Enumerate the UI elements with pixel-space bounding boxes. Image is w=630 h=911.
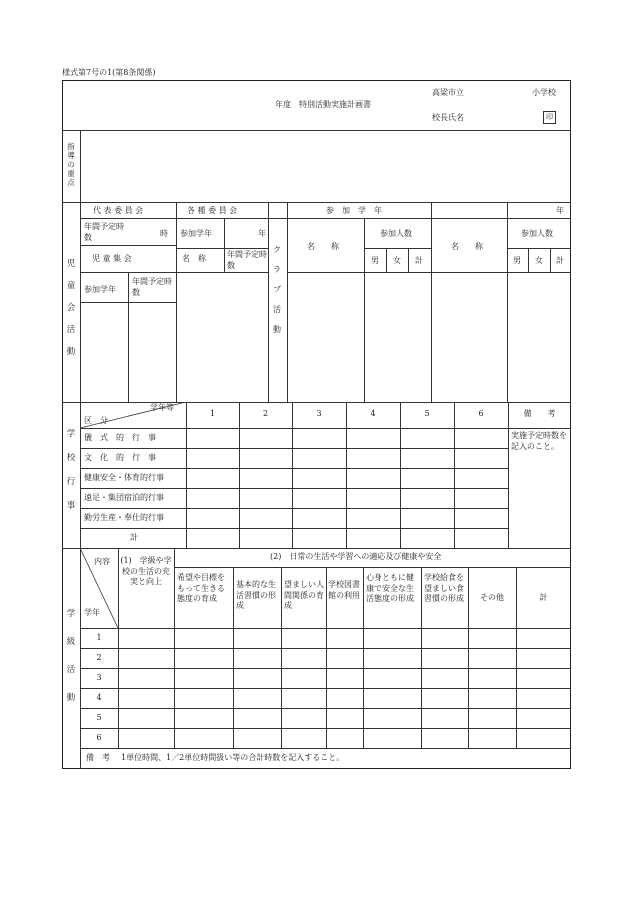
club-grade-label: 参 加 学 年	[326, 206, 382, 215]
class-label: 学級活動	[66, 609, 76, 703]
club-female2: 女	[535, 256, 543, 265]
class-sub-header: 学校給食を望ましい食習慣の形成	[424, 573, 464, 603]
divider	[507, 202, 508, 402]
divider	[62, 130, 571, 131]
club-total2: 計	[556, 256, 564, 265]
class-sub-header: 基本的な生活習慣の形成	[236, 580, 276, 610]
assembly-hours-label: 年間予定時 数	[132, 277, 180, 297]
divider	[364, 248, 431, 249]
club-female1: 女	[393, 256, 401, 265]
class-remarks-text: 1単位時間、1／2単位時間扱い等の合計時数を記入すること。	[121, 753, 345, 762]
class-grade-row: 1	[96, 633, 102, 642]
form-label: 様式第7号の1(第8条関係)	[62, 68, 156, 77]
divider	[80, 448, 508, 449]
club-participants-label: 参加人数	[380, 229, 412, 238]
divider	[80, 628, 571, 629]
divider	[386, 248, 387, 272]
club-participants2-label: 参加人数	[521, 229, 553, 238]
class-sub-header: 学校図書館の利用	[328, 580, 360, 600]
assembly-grade-label: 参加学年	[84, 285, 116, 294]
events-grade-4: 4	[370, 409, 376, 418]
hours-unit: 時	[160, 229, 168, 238]
focus-label: 指導の重点	[67, 142, 75, 187]
divider	[454, 402, 455, 548]
events-category-header: 区 分	[84, 416, 108, 425]
event-row: 遠足・集団宿泊的行事	[84, 493, 164, 502]
committee-grade-label: 参加学年	[180, 229, 212, 238]
divider	[80, 488, 508, 489]
divider	[80, 528, 508, 529]
events-grade-6: 6	[478, 409, 484, 418]
rep-committee-label: 代 表 委 員 会	[93, 206, 144, 215]
school-suffix: 小学校	[532, 88, 556, 97]
divider	[281, 567, 282, 748]
committee-hours-label: 年間予定時 数	[227, 250, 275, 270]
divider	[239, 402, 240, 548]
class-grade-row: 6	[96, 733, 102, 742]
class-grade-row: 5	[96, 713, 102, 722]
class-sub-header: その他	[480, 593, 504, 602]
seal-mark: 印	[543, 111, 556, 124]
club-male1: 男	[371, 256, 379, 265]
committee-grade-unit: 年	[258, 229, 266, 238]
divider	[176, 202, 177, 402]
divider	[364, 218, 365, 402]
divider	[80, 468, 508, 469]
event-row: 健康安全・体育的行事	[84, 473, 164, 482]
events-remarks-header: 備 考	[523, 409, 556, 418]
events-grade-1: 1	[209, 409, 216, 418]
club-grade-unit: 年	[556, 206, 564, 215]
divider	[80, 508, 508, 509]
form-title: 年度 特別活動実施計画書	[275, 100, 371, 109]
divider	[431, 202, 432, 402]
class-sub-header: 心身ともに健康で安全な生活態度の形成	[366, 573, 414, 603]
divider	[176, 248, 268, 249]
annual-hours-label: 年間予定時 数	[84, 222, 132, 242]
club-total1: 計	[415, 256, 423, 265]
class-sub-header: 望ましい人間関係の育成	[284, 580, 324, 610]
divider	[80, 748, 571, 749]
club-name-label: 名 称	[307, 242, 339, 251]
divider	[508, 402, 509, 548]
event-row: 儀 式 的 行 事	[84, 433, 156, 442]
divider	[233, 567, 234, 748]
class-grade-header: 学年	[84, 608, 100, 617]
divider	[528, 248, 529, 272]
divider	[128, 272, 129, 402]
divider	[268, 202, 269, 402]
class-grade-row: 3	[96, 673, 102, 682]
committees-label: 各 種 委 員 会	[187, 206, 238, 215]
divider	[400, 402, 401, 548]
divider	[80, 245, 176, 246]
divider	[363, 567, 364, 748]
school-prefix: 高梁市立	[432, 88, 464, 97]
club-name2-label: 名 称	[451, 242, 483, 251]
class-content-header: 内容	[94, 557, 110, 566]
divider	[326, 567, 327, 748]
divider	[224, 218, 225, 272]
principal-label: 校長氏名	[432, 113, 464, 122]
divider	[80, 668, 571, 669]
divider	[287, 202, 288, 402]
event-row-total: 計	[130, 533, 138, 542]
divider	[292, 402, 293, 548]
events-remarks-text: 実施予定時数を記入のこと。	[511, 431, 567, 451]
committee-name-label: 名 称	[182, 254, 206, 263]
assembly-label: 児 童 集 会	[92, 254, 132, 263]
club-label: クラブ活動	[273, 245, 281, 334]
divider	[62, 548, 571, 549]
divider	[408, 248, 409, 272]
class-grade-row: 4	[96, 693, 102, 702]
divider	[80, 272, 268, 273]
divider	[80, 708, 571, 709]
class-item2-header: (2) 日常の生活や学習への適応及び健康や安全	[270, 552, 442, 561]
events-grade-3: 3	[316, 409, 322, 418]
divider	[346, 402, 347, 548]
club-male2: 男	[513, 256, 521, 265]
class-item1-header: (1) 学級や学校の生活の充実と向上	[120, 556, 172, 586]
divider	[80, 728, 571, 729]
divider	[62, 202, 571, 203]
events-grade-5: 5	[424, 409, 430, 418]
event-row: 文 化 的 行 事	[84, 453, 156, 462]
events-label: 学校行事	[66, 429, 76, 511]
divider	[507, 248, 571, 249]
events-grade-2: 2	[262, 409, 269, 418]
class-remarks-label: 備 考	[86, 753, 110, 762]
class-sub-header: 希望や目標をもって生きる態度の育成	[177, 573, 225, 603]
divider	[80, 428, 571, 429]
divider	[550, 248, 551, 272]
event-row: 勤労生産・奉仕的行事	[84, 513, 164, 522]
divider	[80, 648, 571, 649]
class-grade-row: 2	[96, 653, 102, 662]
events-grade-header: 学年等	[150, 403, 174, 412]
divider	[80, 302, 176, 303]
class-sub-header: 計	[539, 593, 548, 602]
divider	[186, 402, 187, 548]
divider	[287, 272, 571, 273]
divider	[80, 218, 571, 219]
divider	[421, 567, 422, 748]
divider	[80, 688, 571, 689]
council-label: 児童会活動	[66, 259, 76, 357]
